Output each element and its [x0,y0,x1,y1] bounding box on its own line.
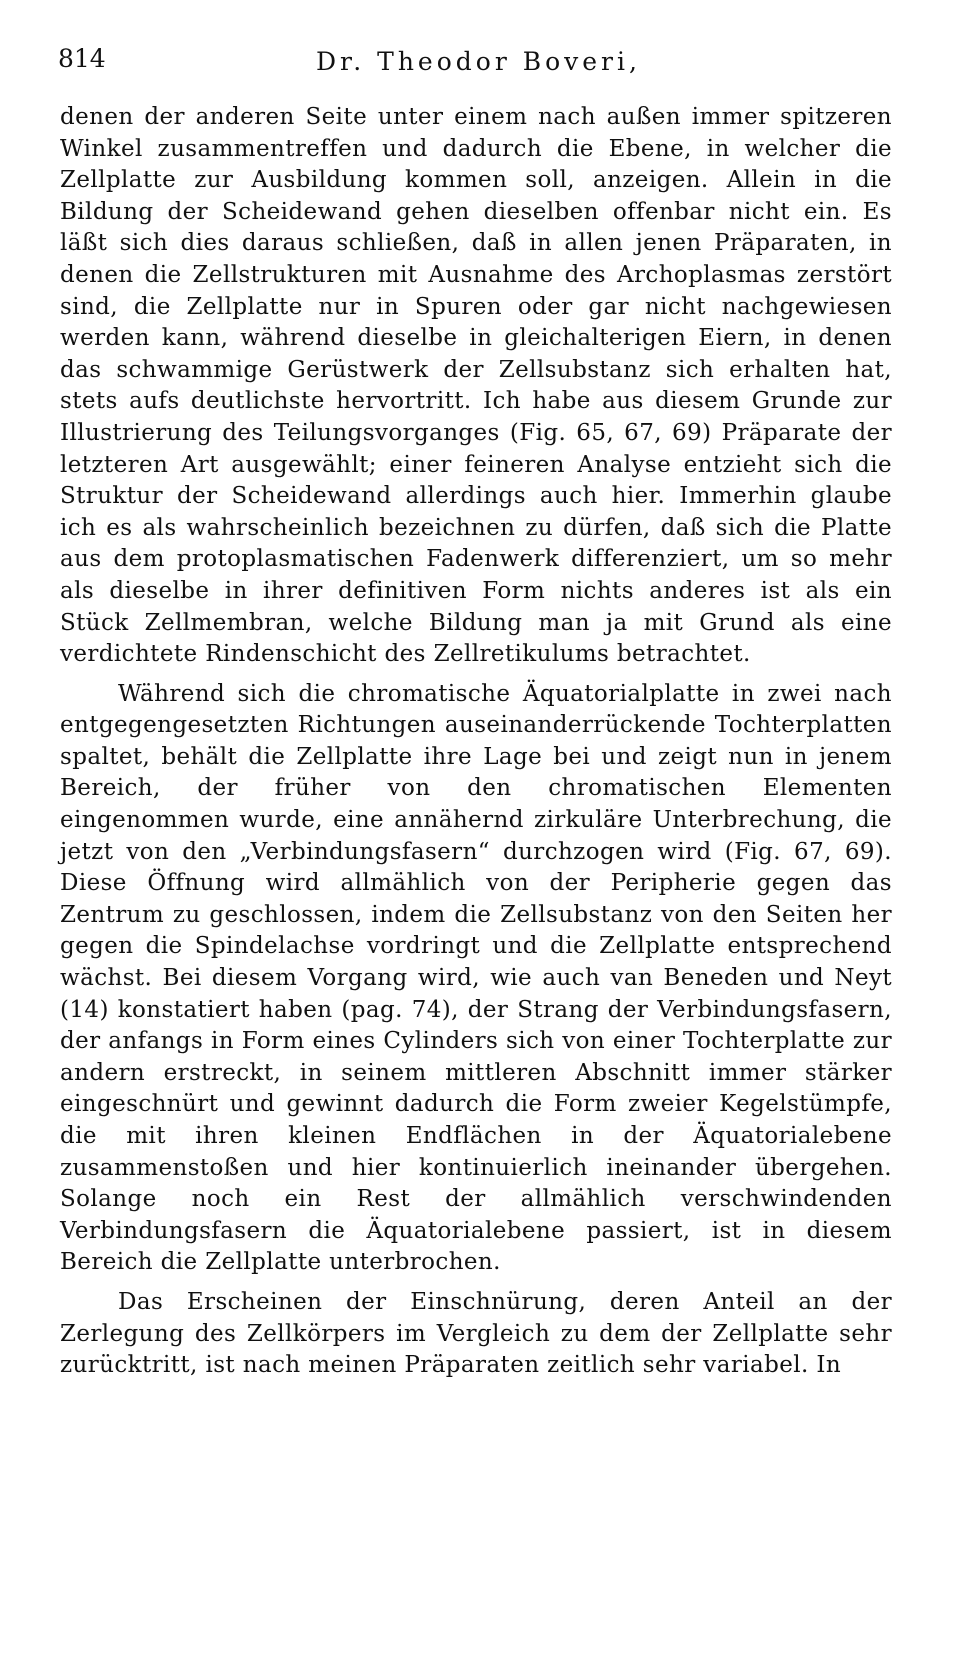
running-head [58,44,900,84]
page-number: 814 [58,44,106,73]
paragraph-2: Während sich die chromatische Äquatorialplatte in zwei nach entgegengesetzten Richtungen auseinanderrückende Tochterplatten spaltet, behält die Zellplatte ihre Lage bei und zeigt nun in jenem Bereich, der früher von den chromatischen Elementen eingenommen wurde, eine annähernd zirkuläre Unterbrechung, die jetzt von den „Verbindungsfasern“ durchzogen wird (Fig. 67, 69). Diese Öffnung wird allmählich von der Peripherie gegen das Zentrum zu geschlossen, indem die Zellsubstanz von den Seiten her gegen die Spindelachse vordringt und die Zellplatte entsprechend wächst. Bei diesem Vorgang wird, wie auch van Beneden und Neyt (14) konstatiert haben (pag. 74), der Strang der Verbindungsfasern, der anfangs in Form eines Cylinders sich von einer Tochterplatte zur andern erstreckt, in seinem mittleren Abschnitt immer stärker eingeschnürt und gewinnt dadurch die Form zweier Kegelstümpfe, die mit ihren kleinen Endflächen in der Äquatorialebene zusammenstoßen und hier kontinuierlich ineinander übergehen. Solange noch ein Rest der allmählich verschwindenden Verbindungsfasern die Äquatorialebene passiert, ist in diesem Bereich die Zellplatte unterbrochen. [60,680,892,1276]
body-text [60,102,892,1382]
paragraph-1: denen der anderen Seite unter einem nach außen immer spitzeren Winkel zusammentreffen und dadurch die Ebene, in welcher die Zellplatte zur Ausbildung kommen soll, anzeigen. Allein in die Bildung der Scheidewand gehen dieselben offenbar nicht ein. Es läßt sich dies daraus schließen, daß in allen jenen Präparaten, in denen die Zellstrukturen mit Ausnahme des Archoplasmas zerstört sind, die Zellplatte nur in Spuren oder gar nicht nachgewiesen werden kann, während dieselbe in gleichalterigen Eiern, in denen das schwammige Gerüstwerk der Zellsubstanz sich erhalten hat, stets aufs deutlichste hervortritt. Ich habe aus diesem Grunde zur Illustrierung des Teilungsvorganges (Fig. 65, 67, 69) Präparate der letzteren Art ausgewählt; einer feineren Analyse entzieht sich die Struktur der Scheidewand allerdings auch hier. Immerhin glaube ich es als wahrscheinlich bezeichnen zu dürfen, daß sich die Platte aus dem protoplasmatischen Fadenwerk differenziert, um so mehr als dieselbe in ihrer definitiven Form nichts anderes ist als ein Stück Zellmembran, welche Bildung man ja mit Grund als eine verdichtete Rindenschicht des Zellretikulums betrachtet. [60,104,892,668]
paragraph-3: Das Erscheinen der Einschnürung, deren Anteil an der Zerlegung des Zellkörpers im Vergleich zu dem der Zellplatte sehr zurücktritt, ist nach meinen Präparaten zeitlich sehr variabel. In [60,1288,892,1379]
running-title: Dr. Theodor Boveri, [316,47,641,76]
